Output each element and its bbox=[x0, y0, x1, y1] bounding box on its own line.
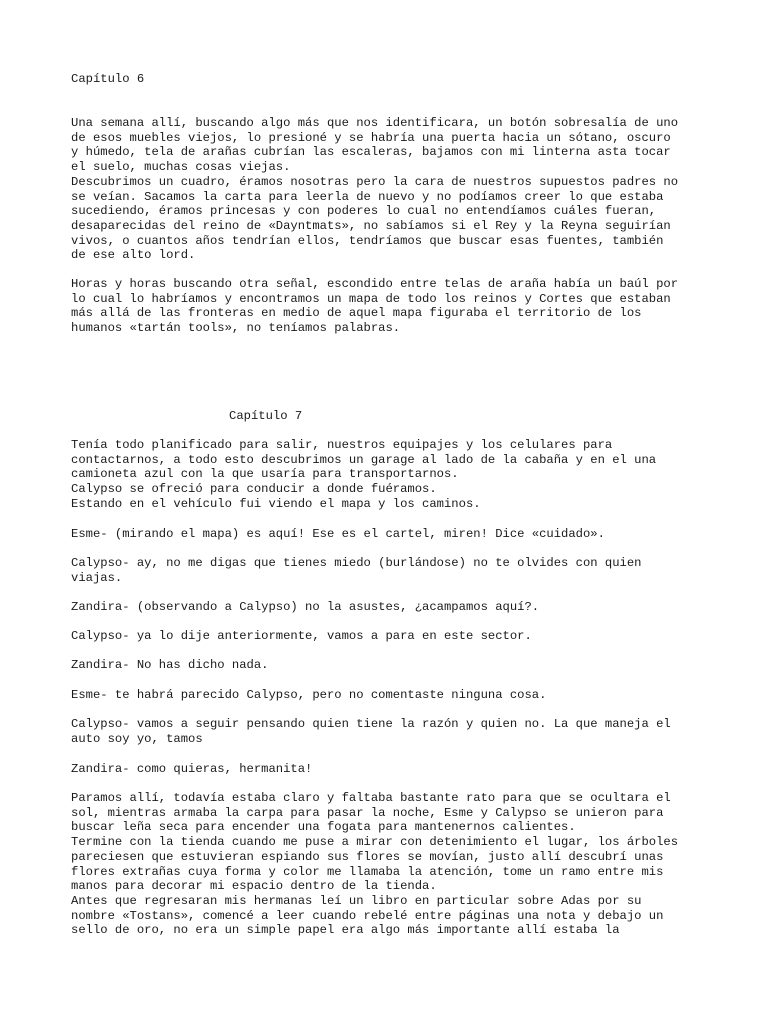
dialogue-line: Esme- te habrá parecido Calypso, pero no comentaste ninguna cosa. bbox=[71, 688, 547, 702]
chapter-7-paragraph-2: Paramos allí, todavía estaba claro y faltaba bastante rato para que se ocultara el sol, mientras armaba la carpa para pasar la noche, Esme y Calypso se unieron para buscar leña seca para encender una fogata para mantenernos calientes. Termine con la tienda cuando me puse a mirar con detenimiento el lugar, los árboles pareciesen que estuvieran espiando sus flores se movían, justo allí descubrí unas flores extrañas cuya forma y color me llamaba la atención, tome un ramo entre mis manos para decorar mi espacio dentro de la tienda. Antes que regresaran mis hermanas leí un libro en particular sobre Adas por su nombre «Tostans», comencé a leer cuando rebelé entre páginas una nota y debajo un sello de oro, no era un simple papel era algo más importante allí estaba la bbox=[71, 791, 679, 938]
dialogue-line: Calypso- ya lo dije anteriormente, vamos a para en este sector. bbox=[71, 629, 532, 643]
dialogue-line: Calypso- ay, no me digas que tienes miedo (burlándose) no te olvides con quien viajas. bbox=[71, 556, 642, 585]
dialogue-line: Zandira- (observando a Calypso) no la asustes, ¿acampamos aquí?. bbox=[71, 600, 540, 614]
chapter-6-title: Capítulo 6 bbox=[71, 72, 145, 86]
dialogue-line: Calypso- vamos a seguir pensando quien tiene la razón y quien no. La que maneja el auto soy yo, tamos bbox=[71, 717, 671, 746]
chapter-7-title: Capítulo 7 bbox=[229, 409, 303, 423]
dialogue-line: Zandira- como quieras, hermanita! bbox=[71, 762, 313, 776]
dialogue-line: Esme- (mirando el mapa) es aquí! Ese es el cartel, miren! Dice «cuidado». bbox=[71, 527, 605, 541]
chapter-6-paragraph-2: Horas y horas buscando otra señal, escondido entre telas de araña había un baúl por lo cual lo habríamos y encontramos un mapa de todo los reinos y Cortes que estaban más allá de las fronteras en medio de aquel mapa figuraba el territorio de los humanos «tartán tools», no teníamos palabras. bbox=[71, 277, 679, 336]
dialogue-line: Zandira- No has dicho nada. bbox=[71, 658, 269, 672]
chapter-6-paragraph-1: Una semana allí, buscando algo más que nos identificara, un botón sobresalía de uno de esos muebles viejos, lo presioné y se habría una puerta hacia un sótano, oscuro y húmedo, tela de arañas cubrían las escaleras, bajamos con mi linterna asta tocar el suelo, muchas cosas viejas. Descubrimos un cuadro, éramos nosotras pero la cara de nuestros supuestos padres no se veían. Sacamos la carta para leerla de nuevo y no podíamos creer lo que estaba sucediendo, éramos princesas y con poderes lo cual no entendíamos cuáles fueran, desaparecidas del reino de «Dayntmats», no sabíamos si el Rey y la Reyna seguirían vivos, o cuantos años tendrían ellos, tendríamos que buscar esas fuentes, también de ese alto lord. bbox=[71, 116, 679, 263]
chapter-7-paragraph-1: Tenía todo planificado para salir, nuestros equipajes y los celulares para contactarnos, a todo esto descubrimos un garage al lado de la cabaña y en el una camioneta azul con la que usaría para transportarnos. Calypso se ofreció para conducir a donde fuéramos. Estando en el vehículo fui viendo el mapa y los caminos. bbox=[71, 438, 657, 511]
